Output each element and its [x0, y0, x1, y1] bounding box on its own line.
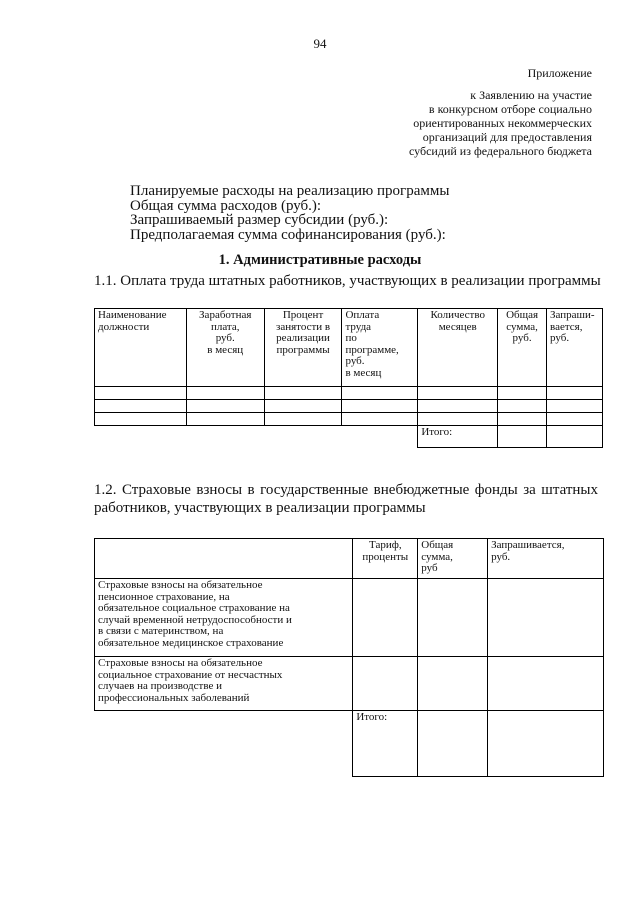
plan-cofinancing: Предполагаемая сумма софинансирования (руб.): — [130, 226, 446, 243]
appendix-block — [409, 66, 592, 158]
plan-title: Планируемые расходы на реализацию программы — [130, 183, 450, 199]
page-number: 94 — [313, 36, 327, 51]
header-blank — [95, 539, 353, 579]
table-header-row — [95, 539, 604, 579]
subsection-1-2-title: 1.2. Страховые взносы в государственные внебюджетные фонды за штатных работников, участвующих в реализации программы — [94, 482, 598, 516]
salary-table — [94, 308, 603, 448]
table-total-row — [95, 426, 603, 448]
row-label-pension-medical: Страховые взносы на обязательное пенсионное страхование, на обязательное социальное страхование на случай временной нетрудоспособности и в связи с материнством, на обязательное медицинское страхование — [95, 579, 353, 657]
total-label: Итого: — [353, 711, 418, 777]
table-row — [95, 657, 604, 711]
total-label: Итого: — [418, 426, 498, 448]
appendix-title: Приложение — [527, 66, 592, 80]
appendix-line: организаций для предоставления — [422, 130, 592, 144]
section-title: 1. Административные расходы — [218, 252, 422, 268]
plan-total-expenses: Общая сумма расходов (руб.): — [130, 197, 322, 214]
subsection-1-1-title: 1.1. Оплата труда штатных работников, участвующих в реализации программы — [94, 273, 601, 289]
header-total: Общая сумма, руб — [418, 539, 488, 579]
plan-summary — [130, 184, 449, 242]
table-row — [95, 413, 603, 426]
header-employment-percent: Процент занятости в реализации программы — [264, 309, 342, 387]
header-tariff: Тариф, проценты — [353, 539, 418, 579]
header-total: Общая сумма, руб. — [498, 309, 547, 387]
appendix-line: субсидий из федерального бюджета — [408, 144, 592, 158]
header-requested: Запраши- вается, руб. — [547, 309, 603, 387]
header-months: Количество месяцев — [418, 309, 498, 387]
appendix-line: в конкурсном отборе социально — [428, 102, 592, 116]
insurance-table — [94, 538, 604, 777]
header-requested: Запрашивается, руб. — [488, 539, 604, 579]
table-row — [95, 579, 604, 657]
appendix-line: к Заявлению на участие — [470, 88, 592, 102]
row-label-accident-insurance: Страховые взносы на обязательное социальное страхование от несчастных случаев на производстве и профессиональных заболеваний — [95, 657, 353, 711]
table-row — [95, 387, 603, 400]
header-position: Наименование должности — [95, 309, 187, 387]
header-program-pay: Оплата труда по программе, руб. в месяц — [342, 309, 418, 387]
table-header-row — [95, 309, 603, 387]
header-salary: Заработная плата, руб. в месяц — [186, 309, 264, 387]
table-total-row — [95, 711, 604, 777]
appendix-line: ориентированных некоммерческих — [413, 116, 592, 130]
plan-requested-subsidy: Запрашиваемый размер субсидии (руб.): — [130, 212, 389, 228]
table-row — [95, 400, 603, 413]
